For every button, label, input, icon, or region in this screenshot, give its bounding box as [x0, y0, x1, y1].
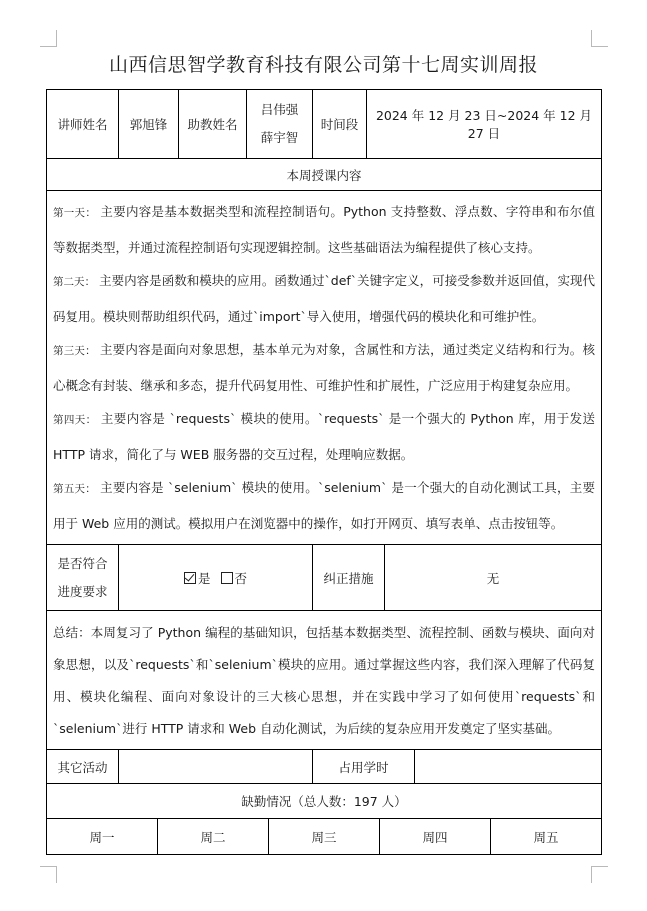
no-checkbox[interactable] [221, 572, 233, 584]
progress-options [119, 545, 313, 610]
absence-day: 周四 [380, 819, 491, 854]
day-text: 主要内容是面向对象思想，基本单元为对象，含属性和方法，通过类定义结构和行为。核心概念有封装、继承和多态，提升代码复用性、可维护性和扩展性，广泛应用于构建复杂应用。 [53, 342, 595, 393]
absence-header: 缺勤情况（总人数：197 人） [241, 794, 407, 809]
day-entry [53, 195, 595, 264]
absence-header-row [47, 784, 601, 819]
day-text: 主要内容是基本数据类型和流程控制语句。Python 支持整数、浮点数、字符串和布尔值等数据类型，并通过流程控制语句实现逻辑控制。这些基础语法为编程提供了核心支持。 [53, 204, 595, 255]
weekly-content [47, 191, 601, 544]
correction-label: 纠正措施 [313, 545, 385, 610]
crop-mark-top-right [591, 30, 608, 47]
day-text: 主要内容是 `selenium` 模块的使用。`selenium` 是一个强大的自动化测试工具，主要用于 Web 应用的测试。模拟用户在浏览器中的操作，如打开网页、填写表单、点击按钮等。 [53, 480, 596, 531]
summary-text: 总结：本周复习了 Python 编程的基础知识，包括基本数据类型、流程控制、函数与模块、面向对象思想，以及`requests`和`selenium`模块的应用。通过掌握这些内容，我们深入理解了代码复用、模块化编程、面向对象设计的三大核心思想，并在实践中学习了如何使用`requests`和`selenium`进行 HTTP 请求和 Web 自动化测试，为后续的复杂应用开发奠定了坚实基础。 [53, 625, 595, 736]
crop-mark-top-left [40, 30, 57, 47]
progress-label-line: 是否符合 [57, 555, 108, 571]
day-tag: 第四天： [53, 414, 97, 426]
progress-label [47, 545, 119, 610]
info-row [47, 90, 601, 159]
content-header-row [47, 159, 601, 191]
progress-row [47, 545, 601, 611]
absence-day: 周二 [158, 819, 269, 854]
day-entry [53, 264, 595, 333]
day-tag: 第三天： [53, 345, 96, 357]
hours-label: 占用学时 [313, 750, 415, 783]
report-title: 山西信思智学教育科技有限公司第十七周实训周报 [108, 54, 538, 76]
other-activities-value[interactable] [119, 750, 313, 783]
yes-checkbox[interactable] [184, 572, 196, 584]
yes-label: 是 [197, 570, 211, 586]
day-tag: 第五天： [53, 483, 96, 495]
absence-day: 周三 [269, 819, 380, 854]
day-tag: 第一天： [53, 207, 97, 219]
assistant-names [247, 90, 313, 158]
progress-label-line: 进度要求 [57, 583, 108, 599]
day-entry [53, 471, 595, 540]
content-row [47, 191, 601, 545]
lecturer-name: 郭旭锋 [119, 90, 179, 158]
assistant-label: 助教姓名 [179, 90, 247, 158]
absence-day: 周一 [47, 819, 158, 854]
content-header: 本周授课内容 [286, 167, 362, 183]
period-value: 2024 年 12 月 23 日~2024 年 12 月 27 日 [375, 108, 593, 141]
day-entry [53, 333, 595, 402]
crop-mark-bottom-left [40, 866, 57, 883]
other-activities-label: 其它活动 [47, 750, 119, 783]
day-text: 主要内容是 `requests` 模块的使用。`requests` 是一个强大的 Python 库，用于发送 HTTP 请求，简化了与 WEB 服务器的交互过程，处理响应数据。 [53, 411, 596, 462]
day-tag: 第二天： [53, 276, 96, 288]
summary-row [47, 611, 601, 750]
other-row [47, 750, 601, 784]
report-table [46, 89, 602, 855]
period-label: 时间段 [313, 90, 367, 158]
absence-days-row [47, 819, 601, 854]
day-text: 主要内容是函数和模块的应用。函数通过`def`关键字定义，可接受参数并返回值，实现代码复用。模块则帮助组织代码，通过`import`导入使用，增强代码的模块化和可维护性。 [53, 273, 595, 324]
correction-value: 无 [486, 570, 500, 586]
crop-mark-bottom-right [591, 866, 608, 883]
assistant-name: 吕伟强 [260, 102, 299, 117]
lecturer-label: 讲师姓名 [47, 90, 119, 158]
assistant-name: 薛宇智 [260, 130, 299, 145]
hours-value[interactable] [415, 750, 601, 783]
day-entry [53, 402, 595, 471]
absence-day: 周五 [533, 829, 559, 845]
no-label: 否 [234, 570, 248, 586]
